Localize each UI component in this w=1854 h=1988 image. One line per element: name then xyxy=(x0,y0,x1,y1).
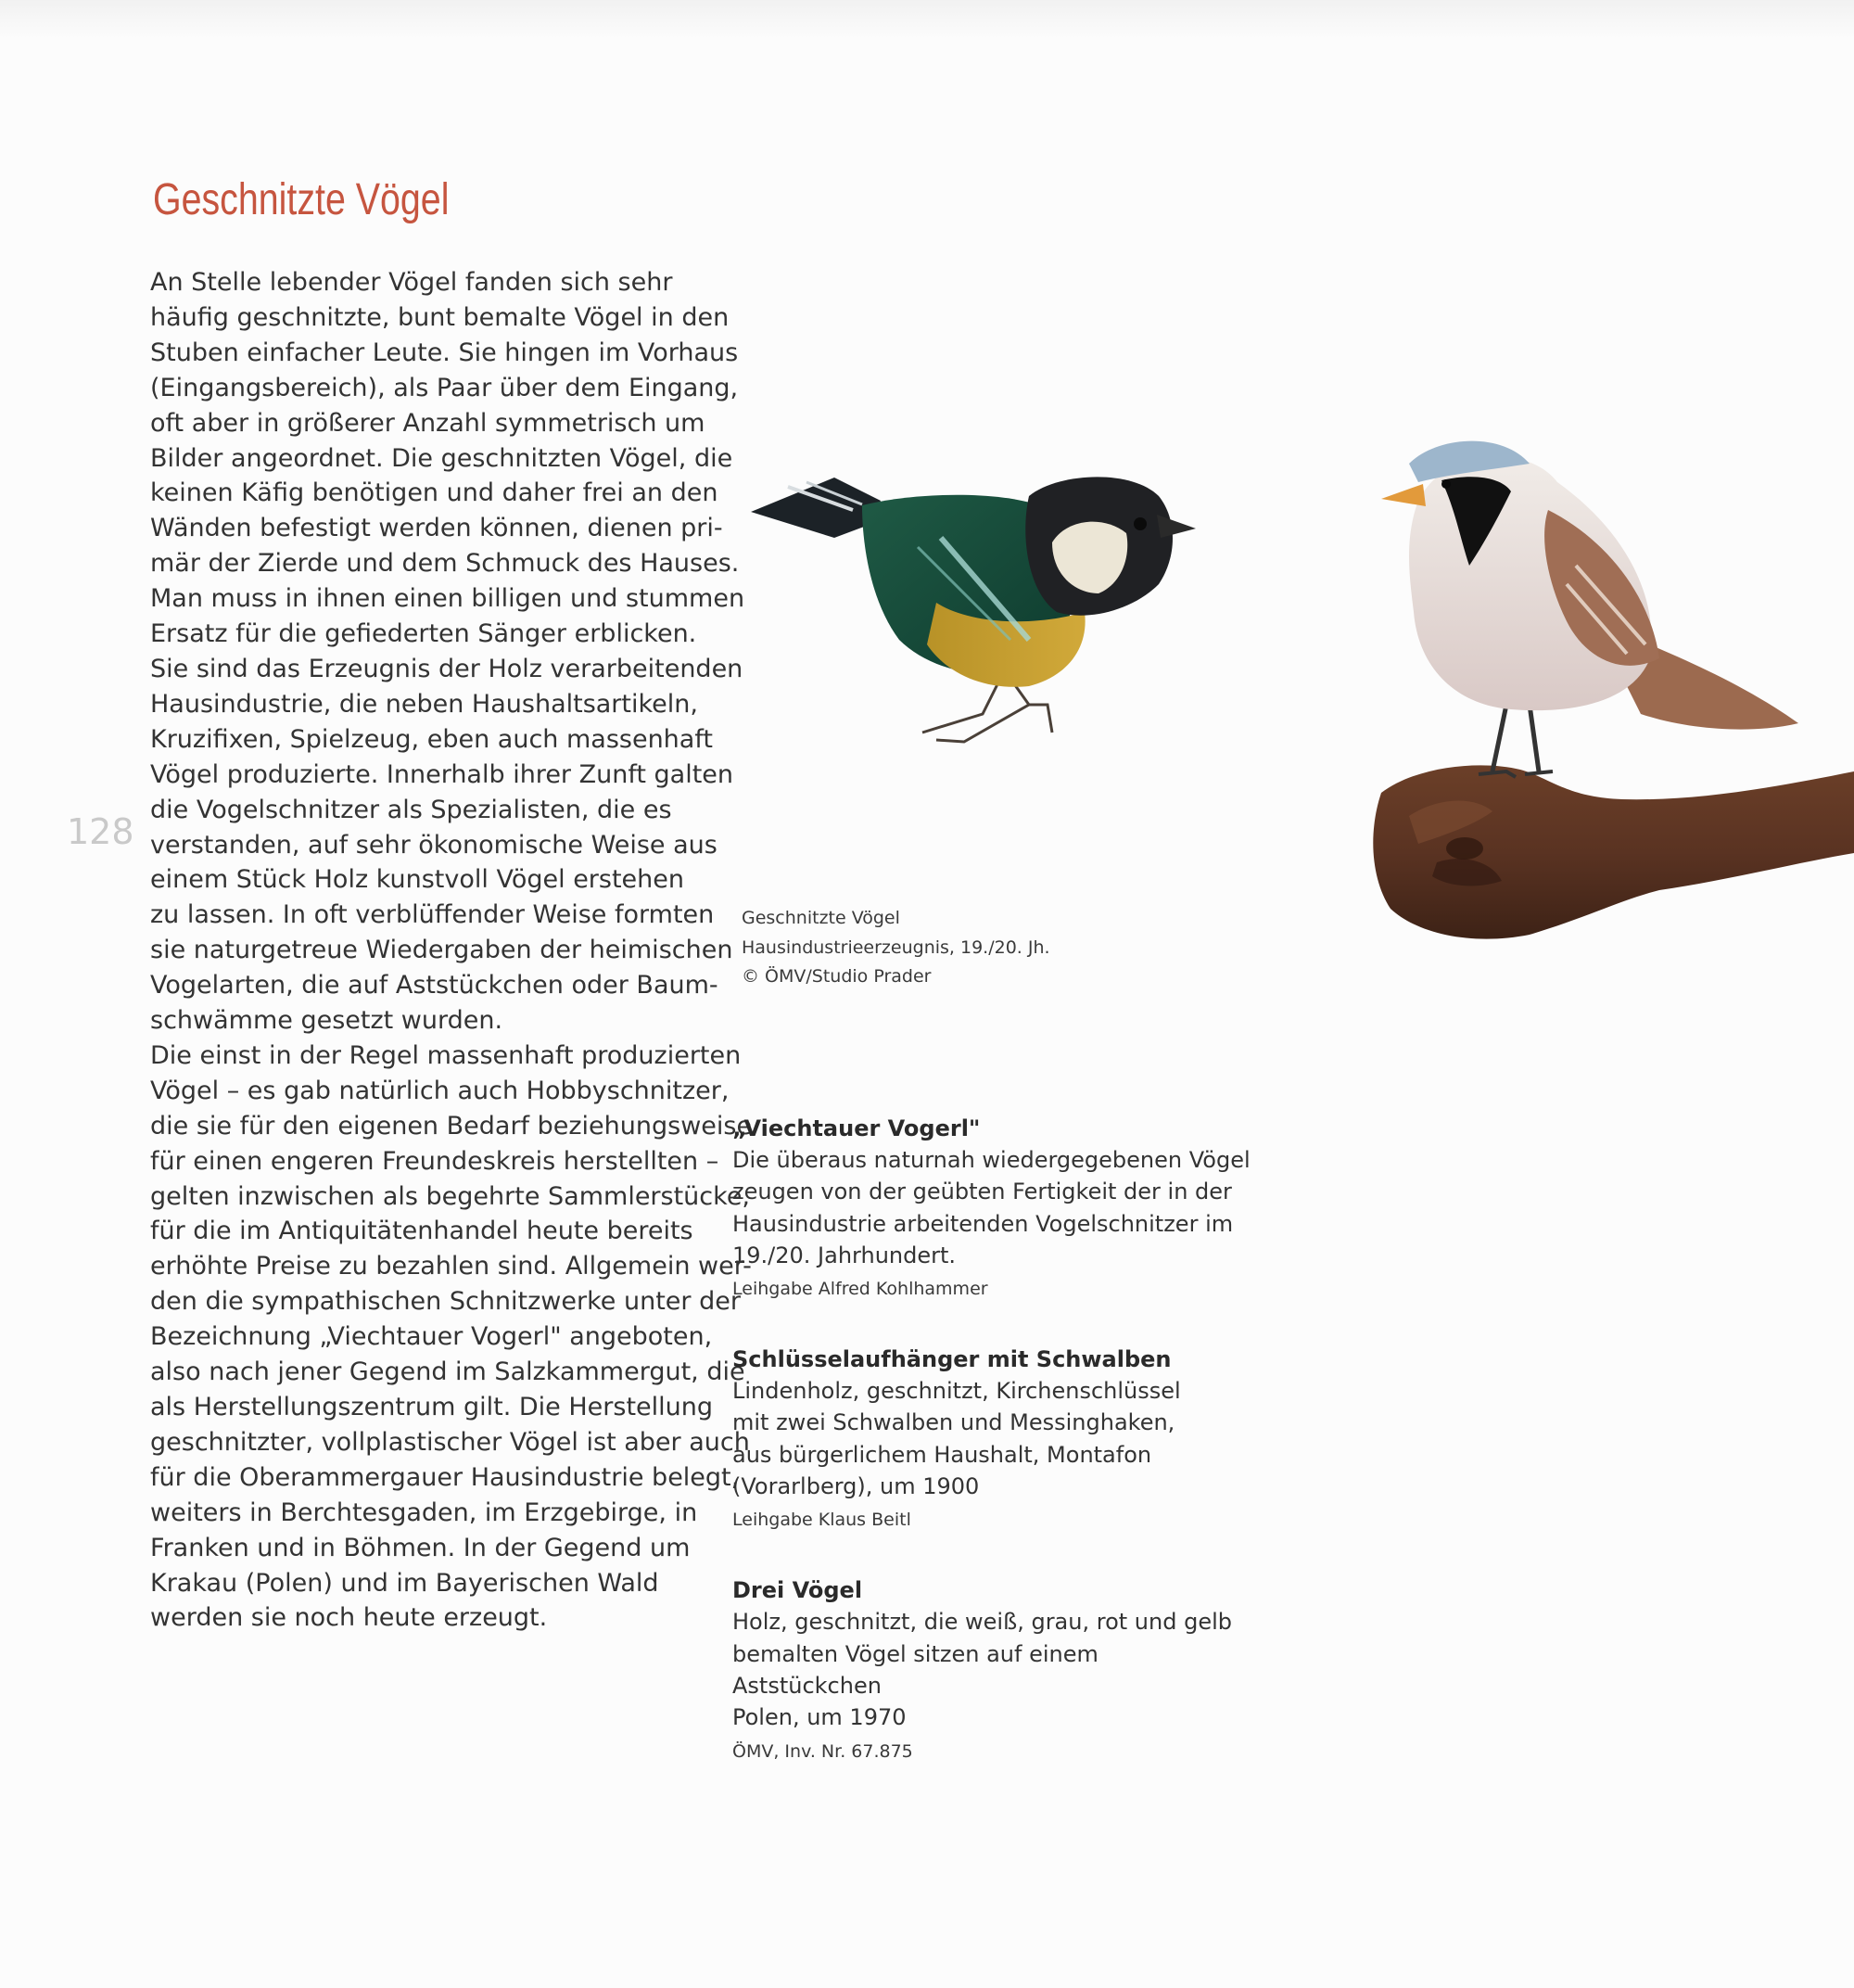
text-line: zu lassen. In oft verblüffender Weise formten xyxy=(150,900,715,930)
entry-line: aus bürgerlichem Haushalt, Montafon xyxy=(732,1441,1152,1468)
text-line: als Herstellungszentrum gilt. Die Herstellung xyxy=(150,1393,714,1421)
text-line: sie naturgetreue Wiedergaben der heimischen xyxy=(150,936,733,965)
text-line: die sie für den eigenen Bedarf beziehungsweise xyxy=(150,1111,753,1141)
text-line: gelten inzwischen als begehrte Sammlerstücke, xyxy=(150,1181,751,1211)
entry-line: Polen, um 1970 xyxy=(732,1704,907,1731)
text-line: Vögel produzierte. Innerhalb ihrer Zunft galten xyxy=(150,759,734,789)
entry-line: mit zwei Schwalben und Messinghaken, xyxy=(732,1409,1175,1436)
entry-line: Holz, geschnitzt, die weiß, grau, rot und gelb xyxy=(732,1609,1232,1636)
caption-line: © ÖMV/Studio Prader xyxy=(742,966,932,987)
entry-line: Aststückchen xyxy=(732,1672,882,1699)
page-number: 128 xyxy=(67,811,134,852)
text-line: Vögel – es gab natürlich auch Hobbyschnitzer, xyxy=(150,1076,730,1105)
exhibit-entries xyxy=(732,1113,1251,1806)
text-line: Hausindustrie, die neben Haushaltsartikeln, xyxy=(150,689,698,719)
carved-birds-photo xyxy=(732,427,1854,946)
text-line: werden sie noch heute erzeugt. xyxy=(150,1603,548,1633)
page-top-edge xyxy=(0,0,1854,39)
great-tit-figure xyxy=(751,477,1196,742)
exhibit-entry xyxy=(732,1574,1251,1768)
page-title: Geschnitzte Vögel xyxy=(153,175,450,224)
main-body-text xyxy=(150,265,753,1636)
entry-line: zeugen von der geübten Fertigkeit der in der xyxy=(732,1179,1232,1205)
text-line: (Eingangsbereich), als Paar über dem Eingang, xyxy=(150,373,739,402)
text-line: schwämme gesetzt wurden. xyxy=(150,1006,503,1036)
text-line: Bezeichnung „Viechtauer Vogerl" angeboten, xyxy=(150,1322,713,1352)
entry-line: Die überaus naturnah wiedergegebenen Vögel xyxy=(732,1147,1251,1173)
text-line: Kruzifixen, Spielzeug, eben auch massenhaft xyxy=(150,724,713,754)
text-line: Vogelarten, die auf Aststückchen oder Baum- xyxy=(150,971,718,1000)
entry-line: Lindenholz, geschnitzt, Kirchenschlüssel xyxy=(732,1378,1181,1405)
text-line: für die Oberammergauer Hausindustrie belegt, xyxy=(150,1462,740,1492)
caption-line: Geschnitzte Vögel xyxy=(742,908,900,928)
text-line: geschnitzter, vollplastischer Vögel ist aber auch xyxy=(150,1427,750,1457)
text-line: An Stelle lebender Vögel fanden sich sehr xyxy=(150,268,673,297)
text-line: häufig geschnitzte, bunt bemalte Vögel in den xyxy=(150,302,730,332)
text-line: oft aber in größerer Anzahl symmetrisch um xyxy=(150,408,705,438)
text-line: Die einst in der Regel massenhaft produzierten xyxy=(150,1040,742,1070)
exhibit-entry xyxy=(732,1113,1251,1306)
exhibit-entry xyxy=(732,1344,1251,1537)
entry-title: Drei Vögel xyxy=(732,1577,863,1604)
text-line: erhöhte Preise zu bezahlen sind. Allgemein wer- xyxy=(150,1252,752,1281)
text-line: Wänden befestigt werden können, dienen pri- xyxy=(150,514,723,543)
text-line: für die im Antiquitätenhandel heute bereits xyxy=(150,1217,693,1246)
entry-line: (Vorarlberg), um 1900 xyxy=(732,1473,980,1500)
text-line: den die sympathischen Schnitzwerke unter der xyxy=(150,1287,741,1317)
text-line: einem Stück Holz kunstvoll Vögel erstehen xyxy=(150,865,685,895)
entry-title: Schlüsselaufhänger mit Schwalben xyxy=(732,1346,1172,1373)
text-line: Man muss in ihnen einen billigen und stummen xyxy=(150,584,745,614)
text-line: Bilder angeordnet. Die geschnitzten Vögel, die xyxy=(150,443,733,473)
text-line: Franken und in Böhmen. In der Gegend um xyxy=(150,1533,691,1562)
caption-line: Hausindustrieerzeugnis, 19./20. Jh. xyxy=(742,937,1050,958)
entry-line: bemalten Vögel sitzen auf einem xyxy=(732,1640,1098,1667)
text-line: Krakau (Polen) und im Bayerischen Wald xyxy=(150,1568,659,1598)
text-line: die Vogelschnitzer als Spezialisten, die es xyxy=(150,795,672,824)
text-line: für einen engeren Freundeskreis herstellten – xyxy=(150,1146,719,1176)
entry-credit: Leihgabe Alfred Kohlhammer xyxy=(732,1279,988,1300)
branch-base xyxy=(1373,765,1854,938)
text-line: weiters in Berchtesgaden, im Erzgebirge, in xyxy=(150,1497,698,1527)
text-line: verstanden, auf sehr ökonomische Weise aus xyxy=(150,830,717,860)
text-line: mär der Zierde und dem Schmuck des Hauses. xyxy=(150,549,740,579)
entry-title: „Viechtauer Vogerl" xyxy=(732,1115,981,1141)
text-line: also nach jener Gegend im Salzkammergut, die xyxy=(150,1357,745,1387)
photo-caption xyxy=(742,904,1050,992)
text-line: Ersatz für die gefiederten Sänger erblicken. xyxy=(150,619,697,649)
entry-credit: ÖMV, Inv. Nr. 67.875 xyxy=(732,1740,913,1762)
entry-credit: Leihgabe Klaus Beitl xyxy=(732,1510,911,1531)
text-line: Stuben einfacher Leute. Sie hingen im Vorhaus xyxy=(150,338,739,367)
entry-line: 19./20. Jahrhundert. xyxy=(732,1242,957,1268)
text-line: keinen Käfig benötigen und daher frei an den xyxy=(150,478,718,508)
entry-line: Hausindustrie arbeitenden Vogelschnitzer im xyxy=(732,1210,1234,1237)
text-line: Sie sind das Erzeugnis der Holz verarbeitenden xyxy=(150,654,743,683)
bearded-reedling-figure xyxy=(1381,441,1798,777)
